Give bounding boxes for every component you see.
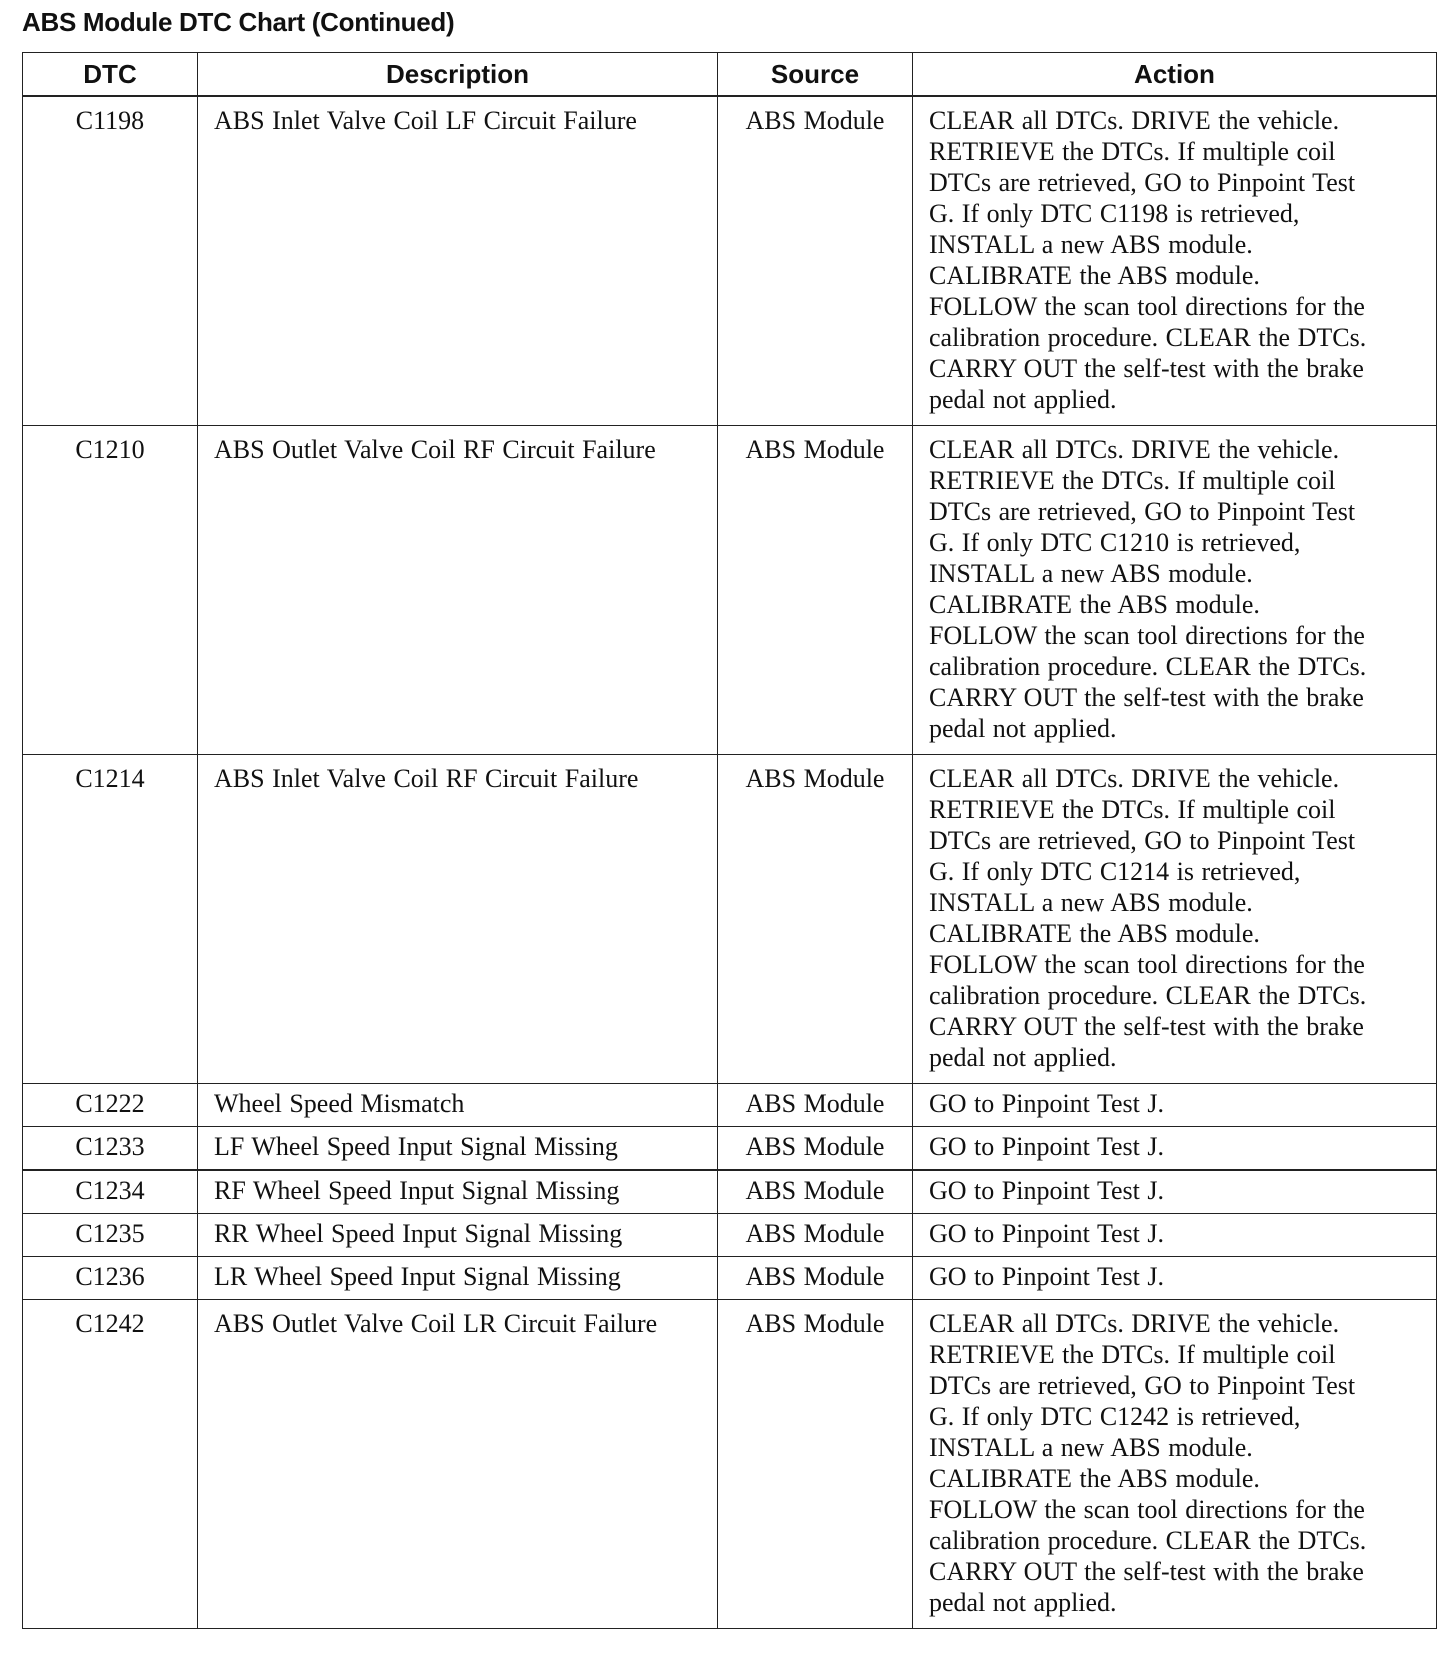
action-line: INSTALL a new ABS module. (929, 230, 1253, 259)
table-row (23, 755, 1437, 1084)
action-line: pedal not applied. (929, 714, 1117, 743)
table-row (23, 1084, 1437, 1127)
action-line: pedal not applied. (929, 1588, 1117, 1617)
dtc-code-cell: C1214 (23, 755, 198, 1084)
table-row (23, 1127, 1437, 1171)
action-cell (913, 1127, 1437, 1171)
action-cell (913, 426, 1437, 755)
dtc-code-cell: C1235 (23, 1214, 198, 1257)
description-cell: LR Wheel Speed Input Signal Missing (198, 1257, 718, 1300)
table-row (23, 96, 1437, 426)
action-line: CLEAR all DTCs. DRIVE the vehicle. (929, 1309, 1340, 1338)
action-cell (913, 96, 1437, 426)
action-line: INSTALL a new ABS module. (929, 559, 1253, 588)
source-cell: ABS Module (718, 1300, 913, 1629)
dtc-code-cell: C1234 (23, 1170, 198, 1214)
source-cell: ABS Module (718, 1214, 913, 1257)
action-cell (913, 1257, 1437, 1300)
action-cell (913, 1170, 1437, 1214)
action-line: RETRIEVE the DTCs. If multiple coil (929, 466, 1336, 495)
action-line: FOLLOW the scan tool directions for the (929, 292, 1365, 321)
action-cell (913, 1300, 1437, 1629)
action-line: CLEAR all DTCs. DRIVE the vehicle. (929, 764, 1340, 793)
action-line: DTCs are retrieved, GO to Pinpoint Test (929, 1371, 1356, 1400)
action-line: RETRIEVE the DTCs. If multiple coil (929, 137, 1336, 166)
table-row (23, 426, 1437, 755)
action-line: CALIBRATE the ABS module. (929, 1464, 1260, 1493)
action-cell (913, 1084, 1437, 1127)
dtc-code-cell: C1198 (23, 96, 198, 426)
description-cell: Wheel Speed Mismatch (198, 1084, 718, 1127)
source-cell: ABS Module (718, 426, 913, 755)
action-line: pedal not applied. (929, 1043, 1117, 1072)
action-line: CLEAR all DTCs. DRIVE the vehicle. (929, 435, 1340, 464)
description-cell: RR Wheel Speed Input Signal Missing (198, 1214, 718, 1257)
source-cell: ABS Module (718, 96, 913, 426)
dtc-code-cell: C1236 (23, 1257, 198, 1300)
action-line: INSTALL a new ABS module. (929, 888, 1253, 917)
column-header-description: Description (198, 53, 718, 97)
action-line: calibration procedure. CLEAR the DTCs. (929, 981, 1367, 1010)
action-cell (913, 1214, 1437, 1257)
table-row (23, 1300, 1437, 1629)
description-cell: LF Wheel Speed Input Signal Missing (198, 1127, 718, 1171)
column-header-action: Action (913, 53, 1437, 97)
table-row (23, 1170, 1437, 1214)
table-body (23, 96, 1437, 1629)
action-line: CALIBRATE the ABS module. (929, 590, 1260, 619)
action-line: GO to Pinpoint Test J. (929, 1262, 1165, 1291)
action-line: CARRY OUT the self-test with the brake (929, 1012, 1364, 1041)
action-line: GO to Pinpoint Test J. (929, 1132, 1165, 1161)
action-line: G. If only DTC C1242 is retrieved, (929, 1402, 1301, 1431)
dtc-code-cell: C1242 (23, 1300, 198, 1629)
column-header-source: Source (718, 53, 913, 97)
action-line: FOLLOW the scan tool directions for the (929, 1495, 1365, 1524)
action-line: FOLLOW the scan tool directions for the (929, 621, 1365, 650)
description-cell: RF Wheel Speed Input Signal Missing (198, 1170, 718, 1214)
action-line: calibration procedure. CLEAR the DTCs. (929, 652, 1367, 681)
source-cell: ABS Module (718, 1257, 913, 1300)
dtc-code-cell: C1210 (23, 426, 198, 755)
action-line: pedal not applied. (929, 385, 1117, 414)
dtc-code-cell: C1233 (23, 1127, 198, 1171)
action-line: CARRY OUT the self-test with the brake (929, 683, 1364, 712)
action-line: calibration procedure. CLEAR the DTCs. (929, 323, 1367, 352)
action-cell (913, 755, 1437, 1084)
page-title: ABS Module DTC Chart (Continued) (22, 7, 455, 37)
action-line: GO to Pinpoint Test J. (929, 1219, 1165, 1248)
action-line: G. If only DTC C1210 is retrieved, (929, 528, 1301, 557)
description-cell: ABS Outlet Valve Coil RF Circuit Failure (198, 426, 718, 755)
source-cell: ABS Module (718, 1084, 913, 1127)
column-header-dtc: DTC (23, 53, 198, 97)
action-line: CARRY OUT the self-test with the brake (929, 1557, 1364, 1586)
table-header-row (23, 53, 1437, 97)
table-row (23, 1214, 1437, 1257)
action-line: CARRY OUT the self-test with the brake (929, 354, 1364, 383)
action-line: FOLLOW the scan tool directions for the (929, 950, 1365, 979)
dtc-table (22, 52, 1437, 1629)
action-line: DTCs are retrieved, GO to Pinpoint Test (929, 826, 1356, 855)
description-cell: ABS Inlet Valve Coil LF Circuit Failure (198, 96, 718, 426)
description-cell: ABS Outlet Valve Coil LR Circuit Failure (198, 1300, 718, 1629)
source-cell: ABS Module (718, 755, 913, 1084)
action-line: RETRIEVE the DTCs. If multiple coil (929, 1340, 1336, 1369)
action-line: RETRIEVE the DTCs. If multiple coil (929, 795, 1336, 824)
action-line: G. If only DTC C1214 is retrieved, (929, 857, 1301, 886)
action-line: GO to Pinpoint Test J. (929, 1089, 1165, 1118)
dtc-code-cell: C1222 (23, 1084, 198, 1127)
action-line: G. If only DTC C1198 is retrieved, (929, 199, 1300, 228)
action-line: GO to Pinpoint Test J. (929, 1176, 1165, 1205)
action-line: DTCs are retrieved, GO to Pinpoint Test (929, 497, 1356, 526)
source-cell: ABS Module (718, 1127, 913, 1171)
source-cell: ABS Module (718, 1170, 913, 1214)
action-line: CALIBRATE the ABS module. (929, 261, 1260, 290)
action-line: CALIBRATE the ABS module. (929, 919, 1260, 948)
table-row (23, 1257, 1437, 1300)
action-line: DTCs are retrieved, GO to Pinpoint Test (929, 168, 1356, 197)
description-cell: ABS Inlet Valve Coil RF Circuit Failure (198, 755, 718, 1084)
action-line: INSTALL a new ABS module. (929, 1433, 1253, 1462)
action-line: CLEAR all DTCs. DRIVE the vehicle. (929, 106, 1340, 135)
action-line: calibration procedure. CLEAR the DTCs. (929, 1526, 1367, 1555)
